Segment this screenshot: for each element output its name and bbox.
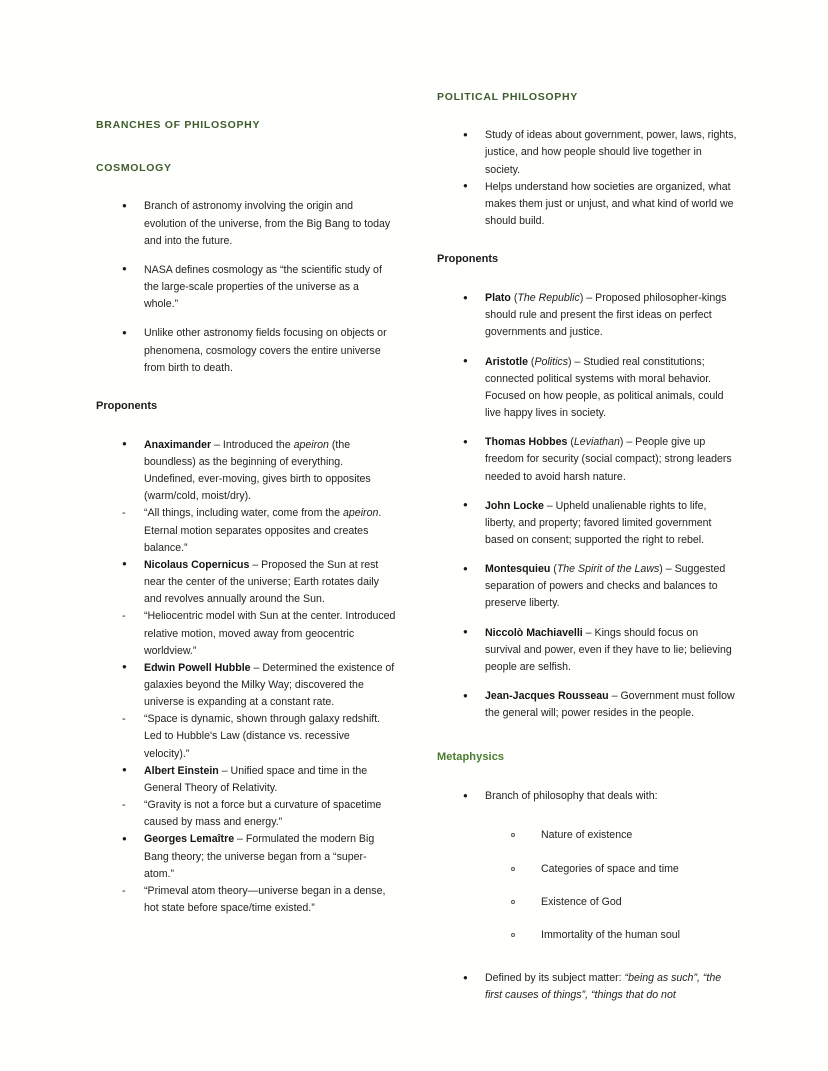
proponents-heading-cosmology: Proponents: [96, 399, 158, 412]
list-item: [437, 970, 737, 1004]
spacer: [96, 176, 396, 198]
text: Formulated the modern Big Bang theory; the universe began from a “super-atom.”: [144, 833, 375, 880]
text: Unified space and time in the General Theory of Relativity.: [144, 764, 368, 794]
proponent-name: Georges Lemaître: [144, 833, 235, 846]
list-item: ● Thomas Hobbes (Leviathan) – People give up freedom for security (social compact); strong leaders needed to avoid harsh nature.: [437, 434, 737, 485]
text: Kings should focus on survival and power, even if they have to lie; believing people are selfish.: [485, 626, 732, 673]
list-item: ● Aristotle (Politics) – Studied real constitutions; connected political systems with moral behavior. Focused on how people, as political animals, could live happy lives in society.: [437, 354, 737, 423]
section-heading-political-philosophy: POLITICAL PHILOSOPHY: [437, 91, 578, 103]
list-item: ● Study of ideas about government, power, laws, rights, justice, and how people should live together in society.: [437, 127, 737, 178]
spacer: [96, 133, 396, 161]
text: Suggested separation of powers and checks and balances to preserve liberty.: [485, 563, 726, 610]
proponent-name: Albert Einstein: [144, 764, 219, 777]
quoted-phrases: “being as such”, “the first causes of things”, “things that do not: [485, 972, 722, 1002]
text: Government must follow the general will; power resides in the people.: [485, 690, 735, 720]
list-item: [96, 437, 396, 506]
work-title: Politics: [534, 355, 569, 368]
spacer: [437, 734, 737, 750]
text: Determined the existence of galaxies beyond the Milky Way; discovered the universe is expanding at a constant rate.: [144, 661, 395, 709]
work-title: Leviathan: [573, 436, 620, 449]
proponent-name: Nicolaus Copernicus: [144, 558, 250, 571]
list-item: - “Space is dynamic, shown through galaxy redshift. Led to Hubble's Law (distance vs. recessive velocity).”: [96, 711, 396, 762]
proponent-name: Edwin Powell Hubble: [144, 661, 251, 674]
page-title: BRANCHES OF PHILOSOPHY: [96, 119, 261, 131]
list-item: [96, 505, 396, 556]
list-item: Immortality of the human soul: [437, 927, 737, 944]
text: Defined by its subject matter:: [485, 972, 625, 985]
list-item: Categories of space and time: [437, 861, 737, 878]
text: Upheld unalienable rights to life, liberty, and property; favored limited government based on consent; supported the right to rebel.: [485, 499, 712, 546]
text: “All things, including water, come from the: [144, 507, 344, 520]
list-item: ● NASA defines cosmology as “the scientific study of the large-scale properties of the universe as a whole.”: [96, 262, 396, 313]
dash: –: [250, 661, 263, 674]
dash: –: [249, 558, 262, 571]
text: People give up freedom for security (social compact); strong leaders needed to avoid harsh nature.: [485, 436, 732, 483]
spacer: [96, 389, 396, 399]
political-proponents-list: [437, 290, 737, 722]
list-item: ● Helps understand how societies are organized, what makes them just or unjust, and what kind of world we should build.: [437, 179, 737, 230]
text: Studied real constitutions; connected political systems with moral behavior. Focused on how people, as political animals, could live happy lives in society.: [485, 355, 724, 420]
text: . Eternal motion separates opposites and creates balance.”: [144, 507, 382, 554]
text: (the boundless) as the beginning of everything. Undefined, ever-moving, gives birth to opposites (warm/cold, moist/dry).: [144, 438, 371, 503]
proponent-name: Jean-Jacques Rousseau: [485, 690, 609, 703]
list-item: - “Heliocentric model with Sun at the center. Introduced relative motion, moved away from geocentric worldview.”: [96, 608, 396, 659]
list-item: - “Primeval atom theory—universe began in a dense, hot state before space/time existed.”: [96, 883, 396, 917]
proponents-heading-political: Proponents: [437, 253, 499, 266]
list-item: Nature of existence: [437, 827, 737, 844]
section-heading-cosmology: COSMOLOGY: [96, 162, 172, 175]
metaphysics-intro-list: [437, 788, 737, 805]
spacer: [437, 105, 737, 127]
dash: –: [218, 764, 231, 777]
list-item: [96, 831, 396, 882]
spacer: [437, 805, 737, 827]
spacer: [96, 415, 396, 437]
term: apeiron: [293, 438, 329, 451]
proponent-name: Thomas Hobbes: [485, 436, 568, 449]
right-column: [437, 90, 737, 1004]
spacer: [437, 268, 737, 290]
spacer: [437, 960, 737, 970]
proponent-name: Aristotle: [485, 355, 528, 368]
left-column: [96, 118, 396, 917]
list-item: ● Plato (The Republic) – Proposed philosopher-kings should rule and present the first ideas on perfect governments and justice.: [437, 290, 737, 341]
spacer: [437, 230, 737, 252]
list-item: [96, 660, 396, 711]
list-item: ● John Locke – Upheld unalienable rights to life, liberty, and property; favored limited government based on consent; supported the right to rebel.: [437, 498, 737, 549]
cosmology-intro-list: [96, 198, 396, 376]
cosmology-proponents-list: [96, 437, 396, 917]
list-item: [96, 557, 396, 608]
list-item: ● Niccolò Machiavelli – Kings should focus on survival and power, even if they have to lie; believing people are selfish.: [437, 625, 737, 676]
metaphysics-closing-list: [437, 970, 737, 1004]
spacer: [437, 766, 737, 788]
list-item: ● Branch of astronomy involving the origin and evolution of the universe, from the Big Bang to today and into the future.: [96, 198, 396, 249]
work-title: The Republic: [517, 292, 580, 305]
work-title: The Spirit of the Laws: [556, 563, 660, 576]
political-intro-list: [437, 127, 737, 230]
list-item: ● Unlike other astronomy fields focusing on objects or phenomena, cosmology covers the entire universe from birth to death.: [96, 325, 396, 376]
list-item: ● Branch of philosophy that deals with:: [437, 788, 737, 805]
proponent-name: Anaximander: [144, 438, 212, 451]
proponent-name: Plato: [485, 292, 511, 305]
section-heading-metaphysics: Metaphysics: [437, 751, 505, 764]
proponent-name: Niccolò Machiavelli: [485, 626, 583, 639]
dash: –: [234, 833, 246, 846]
list-item: Existence of God: [437, 894, 737, 911]
text: Introduced the: [222, 438, 294, 451]
list-item: [96, 763, 396, 797]
list-item: - “Gravity is not a force but a curvature of spacetime caused by mass and energy.”: [96, 797, 396, 831]
term: apeiron: [343, 507, 379, 520]
list-item: ● Montesquieu (The Spirit of the Laws) – Suggested separation of powers and checks and balances to preserve liberty.: [437, 561, 737, 612]
proponent-name: John Locke: [485, 499, 544, 512]
proponent-name: Montesquieu: [485, 563, 551, 576]
dash: –: [211, 438, 223, 451]
text: Proposed philosopher-kings should rule and present the first ideas on perfect governments and justice.: [485, 292, 727, 339]
text: Proposed the Sun at rest near the center of the universe; Earth rotates daily and revolves annually around the Sun.: [144, 558, 379, 606]
list-item: ● Jean-Jacques Rousseau – Government must follow the general will; power resides in the people.: [437, 688, 737, 722]
metaphysics-subitems-list: [437, 827, 737, 944]
